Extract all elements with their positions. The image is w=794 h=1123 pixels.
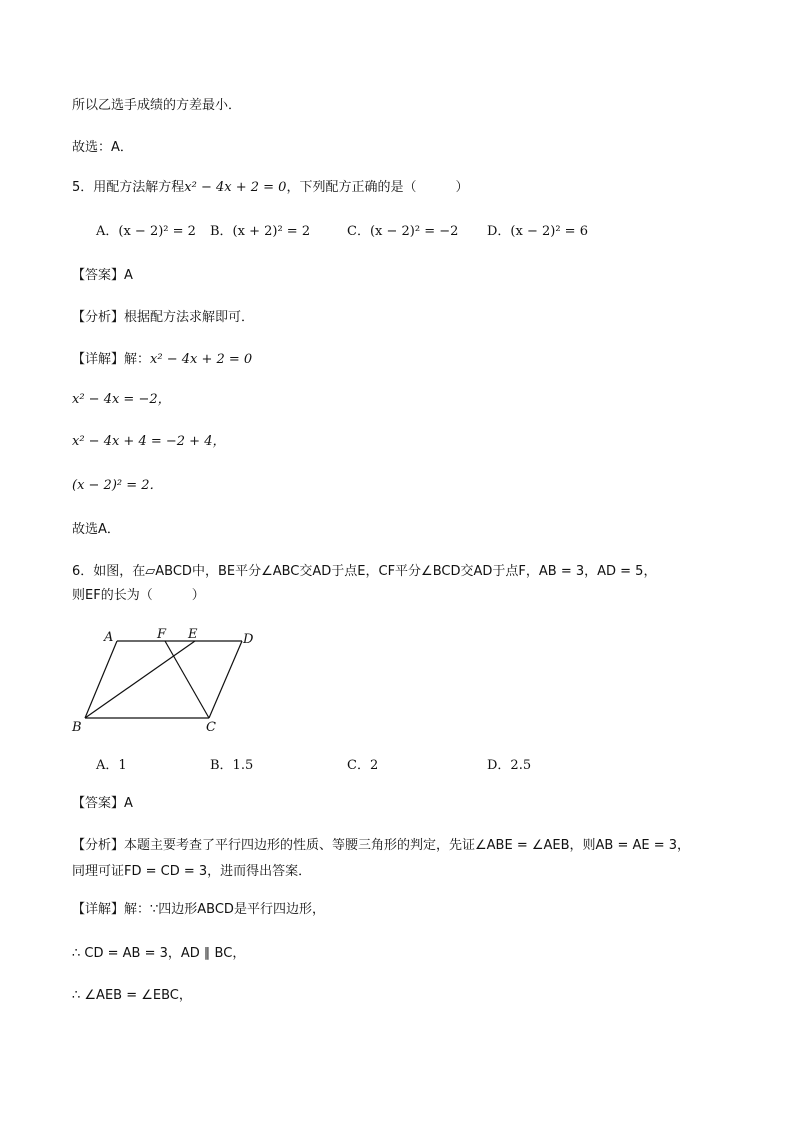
q6-analysis-line-2: 同理可证FD = CD = 3，进而得出答案． [72, 864, 312, 879]
side-cd [209, 641, 242, 718]
q6-detail-line-2: ∴ CD = AB = 3，AD ∥ BC， [72, 946, 246, 961]
q5-option-a: A．(x − 2)² = 2 [96, 224, 196, 239]
q6-detail-line-1: 【详解】解：∵四边形ABCD是平行四边形， [72, 902, 325, 917]
q5-option-d: D．(x − 2)² = 6 [487, 224, 588, 239]
label-e: E [188, 627, 198, 642]
label-f: F [157, 627, 167, 642]
q5-prefix: 5．用配方法解方程 [72, 180, 185, 195]
q6-option-b: B．1.5 [210, 758, 254, 773]
label-c: C [206, 720, 216, 735]
q5-suffix: ，下列配方正确的是（ ） [286, 180, 469, 195]
q6-option-d: D．2.5 [487, 758, 532, 773]
segment-cf [165, 641, 209, 718]
q5-select: 故选A． [72, 522, 120, 537]
label-b: B [72, 720, 82, 735]
q5-detail-equation: x² − 4x + 2 = 0 [150, 352, 253, 367]
question-5 [72, 178, 468, 198]
q6-answer: 【答案】A [72, 796, 133, 811]
q5-answer: 【答案】A [72, 268, 133, 283]
q6-option-a: A．1 [96, 758, 127, 773]
q5-option-c: C．(x − 2)² = −2 [347, 224, 459, 239]
label-d: D [243, 632, 254, 647]
q5-detail-label: 【详解】解： [72, 352, 151, 367]
q6-option-c: C．2 [347, 758, 379, 773]
label-a: A [104, 630, 114, 645]
question-6-line-1: 6．如图，在▱ABCD中，BE平分∠ABC交AD于点E，CF平分∠BCD交AD于点F，AB = 3，AD = 5， [72, 564, 657, 579]
q5-equation: x² − 4x + 2 = 0 [184, 180, 287, 195]
line-conclusion: 所以乙选手成绩的方差最小． [72, 98, 242, 113]
parallelogram-figure [70, 622, 270, 742]
question-6-line-2: 则EF的长为（ ） [72, 588, 205, 603]
q5-step-2: x² − 4x + 4 = −2 + 4， [72, 434, 226, 449]
q5-step-3: (x − 2)² = 2． [72, 478, 163, 493]
q6-detail-line-3: ∴ ∠AEB = ∠EBC， [72, 988, 192, 1003]
q5-analysis: 【分析】根据配方法求解即可． [72, 310, 255, 325]
q5-detail [72, 350, 252, 370]
q5-step-1: x² − 4x = −2， [72, 392, 171, 407]
q6-analysis-line-1: 【分析】本题主要考查了平行四边形的性质、等腰三角形的判定，先证∠ABE = ∠AEB，则AB = AE = 3， [72, 838, 691, 853]
q5-option-b: B．(x + 2)² = 2 [210, 224, 311, 239]
line-choice-a: 故选：A． [72, 140, 133, 155]
